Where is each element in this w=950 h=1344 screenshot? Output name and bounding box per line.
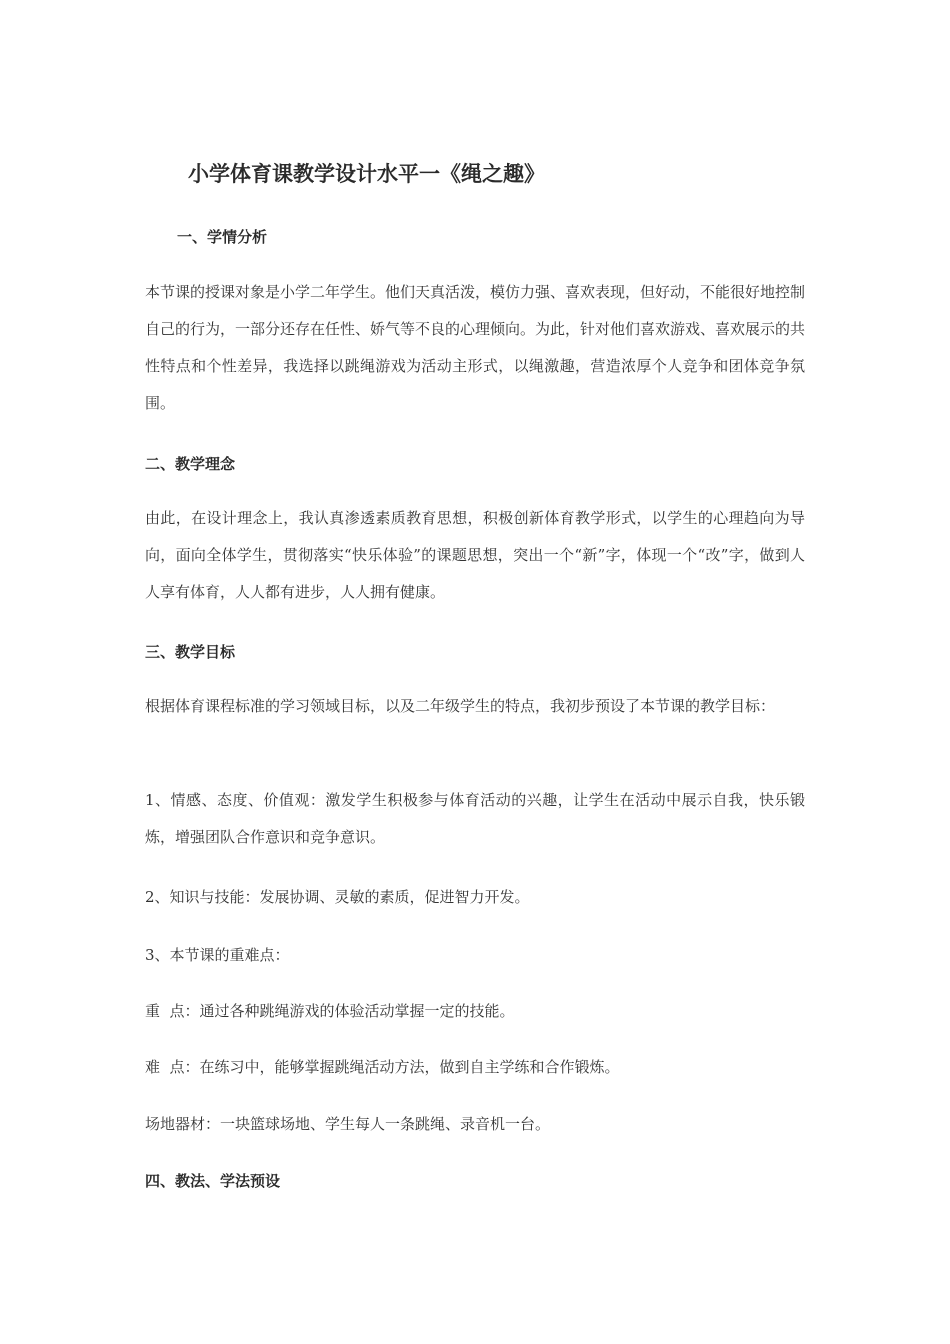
teaching-goals-paragraph: 根据体育课程标准的学习领域目标，以及二年级学生的特点，我初步预设了本节课的教学目标：	[145, 697, 776, 715]
document-title: 小学体育课教学设计水平一《绳之趣》	[188, 162, 545, 186]
difficult-point-line: 难 点：在练习中，能够掌握跳绳活动方法，做到自主学练和合作锻炼。	[145, 1058, 620, 1076]
goal-key-difficult-points: 3、本节课的重难点：	[145, 946, 290, 964]
section-heading-teaching-goals: 三、教学目标	[145, 643, 236, 661]
key-point-line: 重 点：通过各种跳绳游戏的体验活动掌握一定的技能。	[145, 1002, 515, 1020]
equipment-line: 场地器材：一块篮球场地、学生每人一条跳绳、录音机一台。	[145, 1115, 551, 1133]
learner-analysis-paragraph: 本节课的授课对象是小学二年学生。他们天真活泼，模仿力强、喜欢表现，但好动，不能很好地控制自己的行为，一部分还存在任性、娇气等不良的心理倾向。为此，针对他们喜欢游戏、喜欢展示的共性特点和个性差异，我选择以跳绳游戏为活动主形式，以绳激趣，营造浓厚个人竞争和团体竞争氛围。	[145, 283, 806, 412]
goal-emotion-attitude: 1、情感、态度、价值观：激发学生积极参与体育活动的兴趣，让学生在活动中展示自我，快乐锻炼，增强团队合作意识和竞争意识。	[145, 791, 805, 846]
section-heading-teaching-methods: 四、教法、学法预设	[145, 1172, 281, 1190]
teaching-philosophy-paragraph: 由此，在设计理念上，我认真渗透素质教育思想，积极创新体育教学形式，以学生的心理趋向为导向，面向全体学生，贯彻落实“快乐体验”的课题思想，突出一个“新”字，体现一个“改”字，做到人人享有体育，人人都有进步，人人拥有健康。	[145, 509, 805, 601]
goal-knowledge-skills: 2、知识与技能：发展协调、灵敏的素质，促进智力开发。	[145, 888, 530, 906]
section-heading-learner-analysis: 一、学情分析	[177, 228, 268, 246]
section-heading-teaching-philosophy: 二、教学理念	[145, 455, 236, 473]
